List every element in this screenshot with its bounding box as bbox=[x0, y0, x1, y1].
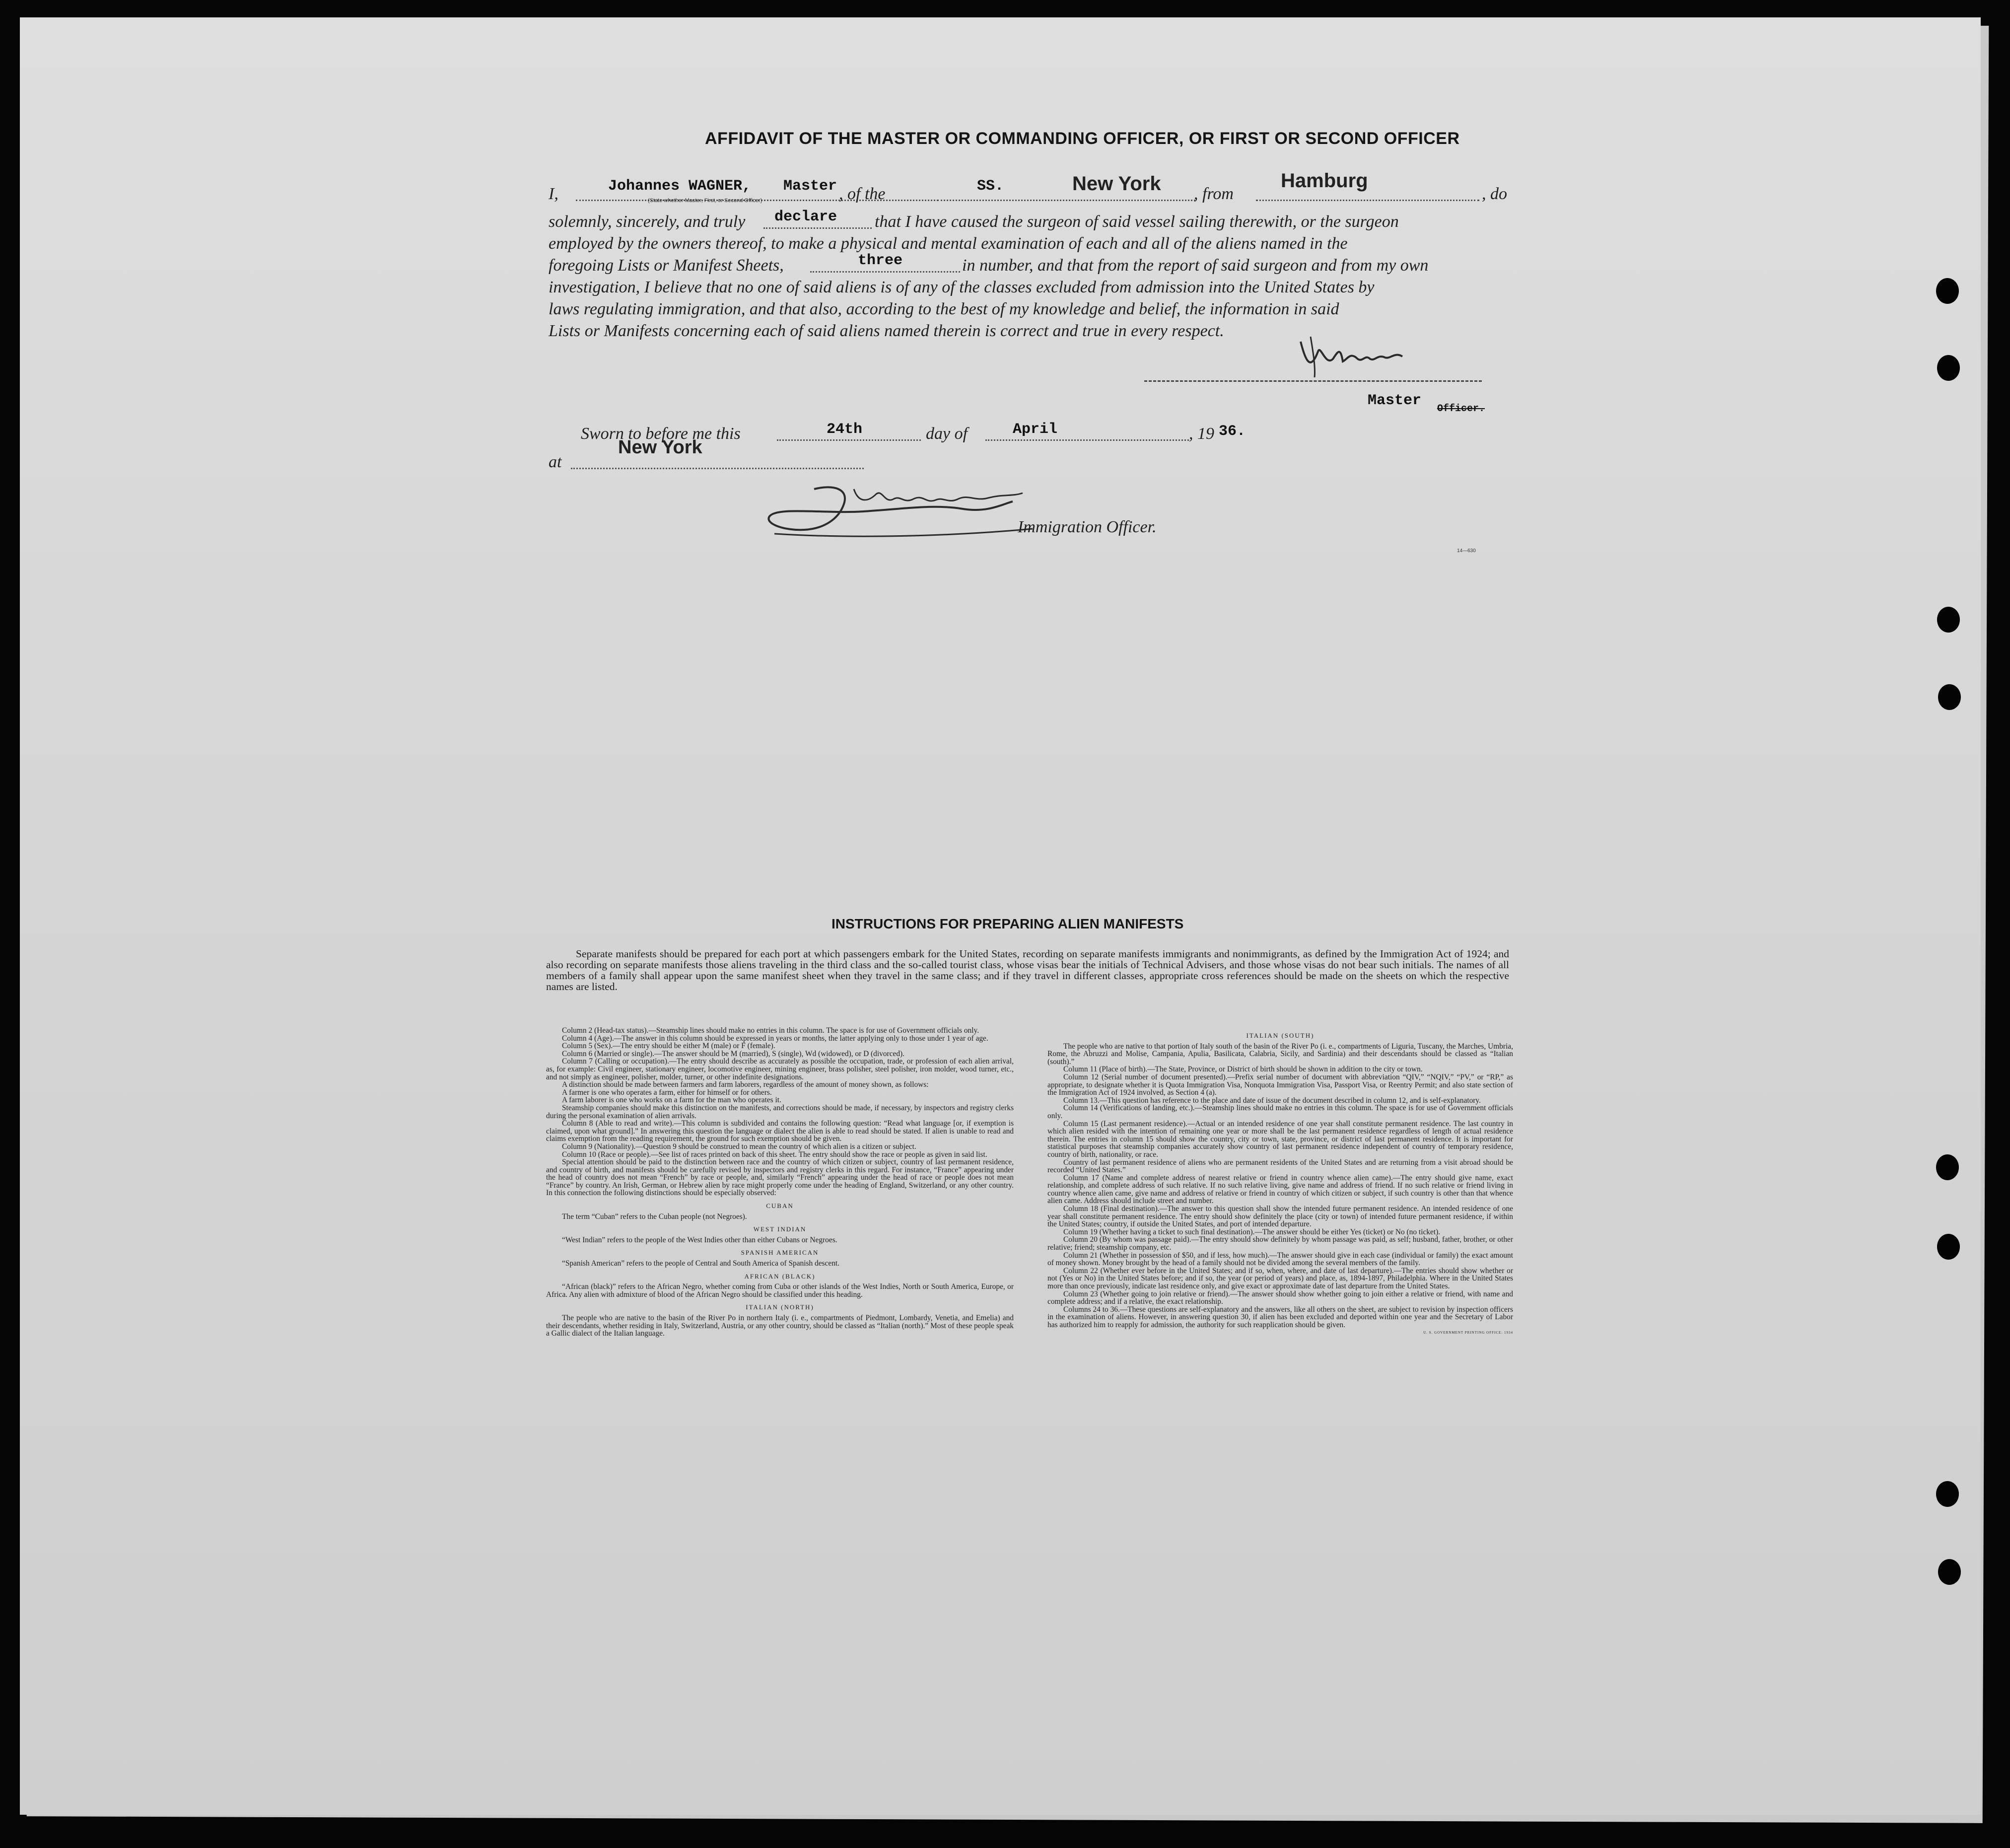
instructions-right-column bbox=[1047, 1027, 1513, 1337]
instructions-intro: Separate manifests should be prepared for each port at which passengers embark for the United States, recording on separate manifests immigrants and nonimmigrants, as defined by the Immigration Act of 1924; and also recording on separate manifests those aliens traveling in the third class and the so-called tourist class, whose visas bear the initials of Technical Advisers, and those whose visas do not bear such initials. The names of all members of a family shall appear upon the same manifest sheet when they travel in the same class; and if they travel in different classes, appropriate cross references should be made on the sheets on which the respective names are listed. bbox=[546, 948, 1509, 993]
affidavit-line-6: laws regulating immigration, and that also, according to the best of my knowledge and belief, the information in said bbox=[549, 300, 1339, 318]
instruction-paragraph: A farm laborer is one who works on a farm for the man who operates it. bbox=[562, 1096, 781, 1105]
instruction-paragraph: Column 15 (Last permanent residence).—Actual or an intended residence of one year shall constitute permanent residence. The last country in which alien resided with the intention of remaining one year or more shall be the last permanent residence regardless of length of actual residence therein. The entries in column 15 should show the country, city or town, state, province, or district of last permanent residence. It is important for statistical purposes that steamship companies accurately show country of last permanent residence independent of country of temporary residence, country of birth, nationality, or race. bbox=[1047, 1119, 1513, 1159]
master-title: Master bbox=[1368, 392, 1422, 409]
instructions-title: INSTRUCTIONS FOR PREPARING ALIEN MANIFESTS bbox=[832, 916, 1184, 931]
of-the-label: , of the bbox=[839, 185, 886, 203]
punch-hole bbox=[1937, 607, 1960, 633]
instruction-paragraph: Column 17 (Name and complete address of nearest relative or friend in country whence alien came).—The entry should give name, exact relationship, and complete address of such relative. If no such relative living, give name and address of friend. If no such relative or friend living in country whence alien came, give name and address of relative or friend in country of which citizen or subject, if such country is other than that whence alien came. Address should include street and number. bbox=[1047, 1173, 1513, 1206]
affidavit-line-2b: that I have caused the surgeon of said vessel sailing therewith, or the surgeon bbox=[875, 213, 1399, 231]
at-label: at bbox=[549, 453, 562, 471]
instruction-paragraph: Country of last permanent residence of aliens who are permanent residents of the United States and are returning from a visit abroad should be recorded “United States.” bbox=[1047, 1158, 1513, 1175]
sheets-blank-line bbox=[810, 271, 960, 273]
punch-hole bbox=[1936, 1481, 1959, 1507]
affidavit-line-4b: in number, and that from the report of said surgeon and from my own bbox=[962, 256, 1429, 275]
instruction-paragraph: Column 18 (Final destination).—The answer to this question shall show the intended future permanent residence. An intended residence of one year shall constitute permanent residence. The entry should show definitely the place (city or town) of intended future permanent residence, if within the United States; country, if outside the United States, and port of intended departure. bbox=[1047, 1205, 1513, 1229]
instruction-paragraph: Column 23 (Whether going to join relative or friend).—The answer should show whether going to join either a relative or friend, with name and complete address; and if a relative, the exact relationship. bbox=[1047, 1289, 1513, 1306]
affidavit-line-3: employed by the owners thereof, to make a physical and mental examination of each and all of the aliens named in the bbox=[549, 234, 1348, 253]
instruction-paragraph: Column 22 (Whether ever before in the United States; and if so, when, where, and date of last departure).—The entries should show whether or not (Yes or No) in the United States before; and if so, the year (or period of years) and place, as, 1894-1897, Philadelphia. Where in the United States more than once previously, indicate last residence only, and give exact or approximate date of last departure from the United States. bbox=[1047, 1266, 1513, 1290]
race-section-text: “African (black)” refers to the African Negro, whether coming from Cuba or other islands of the West Indies, North or South America, Europe, or Africa. Any alien with admixture of blood of the African Negro should be classified under this heading. bbox=[546, 1282, 1014, 1299]
instruction-paragraph: Columns 24 to 36.—These questions are self-explanatory and the answers, like all others on the sheet, are subject to revision by inspection officers in the examination of aliens. However, in answering question 30, if alien has been excluded and deported within one year and the Secretary of Labor has authorized him to reapply for admission, the authority for such reapplication should be given. bbox=[1047, 1305, 1513, 1329]
instruction-paragraph: Column 14 (Verifications of landing, etc.).—Steamship lines should make no entries in this column. The space is for use of Government officials only. bbox=[1047, 1104, 1513, 1120]
immigration-officer-signature bbox=[755, 474, 1112, 549]
rank-value: Master bbox=[783, 178, 837, 195]
instruction-paragraph: Column 13.—This question has reference to the place and date of issue of the document described in column 12, and is self-explanatory. bbox=[1063, 1096, 1481, 1105]
month-blank-line bbox=[985, 439, 1189, 441]
instruction-paragraph: Column 11 (Place of birth).—The State, Province, or District of birth should be shown in addition to the city or town. bbox=[1063, 1065, 1423, 1074]
instruction-paragraph: Steamship companies should make this distinction on the manifests, and corrections should be made, if necessary, by inspectors and registry clerks during the personal examination of alien arrivals. bbox=[546, 1103, 1014, 1120]
sworn-place: New York bbox=[618, 437, 702, 458]
sworn-label: Sworn to before me this bbox=[581, 425, 741, 443]
punch-hole bbox=[1936, 278, 1959, 304]
sworn-year: 36. bbox=[1219, 423, 1246, 440]
affidavit-i-label: I, bbox=[549, 185, 558, 203]
do-label: , do bbox=[1482, 185, 1507, 203]
declare-value: declare bbox=[774, 209, 837, 225]
from-label: , from bbox=[1194, 185, 1234, 203]
race-section-heading: SPANISH AMERICAN bbox=[741, 1249, 819, 1257]
race-section-heading: ITALIAN (NORTH) bbox=[746, 1303, 814, 1311]
instruction-paragraph: Column 4 (Age).—The answer in this column should be expressed in years or months, the latter applying only to those under 1 year of age. bbox=[562, 1034, 988, 1043]
form-number: 14—630 bbox=[1457, 548, 1476, 554]
instruction-paragraph: A farmer is one who operates a farm, either for himself or for others. bbox=[562, 1088, 772, 1097]
port-blank-line bbox=[1256, 200, 1479, 201]
year-prefix: , 19 bbox=[1189, 425, 1214, 443]
rank-note: (State whether Master, First, or Second Officer) bbox=[648, 198, 762, 204]
affidavit-line-2a: solemnly, sincerely, and truly bbox=[549, 213, 746, 231]
sworn-month: April bbox=[1013, 421, 1058, 438]
race-section-text: “Spanish American” refers to the people of Central and South America of Spanish descent. bbox=[562, 1259, 840, 1268]
ship-name: New York bbox=[1072, 173, 1161, 195]
printer-note: U. S. GOVERNMENT PRINTING OFFICE: 1934 bbox=[1423, 1330, 1513, 1335]
ship-prefix: SS. bbox=[977, 178, 1004, 195]
race-section-heading: AFRICAN (BLACK) bbox=[744, 1272, 816, 1280]
declare-blank-line bbox=[763, 227, 872, 229]
instruction-paragraph: Column 2 (Head-tax status).—Steamship lines should make no entries in this column. The space is for use of Government officials only. bbox=[562, 1026, 979, 1035]
punch-hole bbox=[1938, 1559, 1961, 1585]
ship-blank-line bbox=[937, 200, 1195, 201]
instruction-paragraph: Column 19 (Whether having a ticket to such final destination).—The answer should be either Yes (ticket) or No (no ticket). bbox=[1063, 1227, 1441, 1236]
instruction-paragraph: Special attention should be paid to the distinction between race and the country of which citizen or subject, country of last permanent residence, and country of birth, and manifests should be carefully revised by inspectors and registry clerks in this regard. For instance, “France” appearing under the head of country does not mean “French” by race or people, and, similarly “French” appearing under the head of race or people does not mean “France” by country. An Irish, German, or Hebrew alien by race might properly come under the heading of England, Switzerland, or any other country. In this connection the following distinctions should be especially observed: bbox=[546, 1158, 1014, 1198]
sworn-day: 24th bbox=[827, 421, 863, 438]
instruction-paragraph: Column 8 (Able to read and write).—This column is subdivided and contains the following question: “Read what language [or, if exemption is claimed, upon what ground].” In answering this question the language or dialect the alien is able to read should be stated. If alien is unable to read and claims exemption from the reading requirement, the ground for such exemption should be given. bbox=[546, 1119, 1014, 1143]
officer-title-struck: Officer. bbox=[1437, 403, 1485, 415]
punch-hole bbox=[1937, 355, 1960, 381]
instruction-paragraph: A distinction should be made between farmers and farm laborers, regardless of the amount of money shown, as follows: bbox=[562, 1080, 929, 1089]
instruction-paragraph: Column 7 (Calling or occupation).—The entry should describe as accurately as possible the occupation, trade, or profession of each alien arrival, as, for example: Civil engineer, stationary engineer, locomotive engineer, mining engineer, brass polisher, steel polisher, iron molder, wood turner, etc., and not simply as engineer, polisher, molder, turner, or other indefinite designations. bbox=[546, 1057, 1014, 1081]
race-section-text: The people who are native to the basin of the River Po in northern Italy (i. e., compartments of Piedmont, Lombardy, Venetia, and Emelia) and their descendants, whether residing in Italy, Switzerland, Austria, or any other country, should be classed as “Italian (north).” Most of these people speak a Gallic dialect of the Italian language. bbox=[546, 1314, 1014, 1338]
departure-port: Hamburg bbox=[1281, 170, 1368, 192]
race-section-heading: ITALIAN (SOUTH) bbox=[1246, 1032, 1315, 1039]
race-section-text: The term “Cuban” refers to the Cuban people (not Negroes). bbox=[562, 1212, 747, 1221]
instruction-paragraph: Column 21 (Whether in possession of $50, and if less, how much).—The answer should give in each case (individual or family) the exact amount of money shown. Money brought by the head of a family should not be divided among the several members of the family. bbox=[1047, 1251, 1513, 1268]
master-signature-line bbox=[1144, 380, 1482, 382]
immigration-officer-label: Immigration Officer. bbox=[1018, 518, 1157, 536]
affidavit-line-4a: foregoing Lists or Manifest Sheets, bbox=[549, 256, 784, 275]
master-signature bbox=[1291, 332, 1420, 381]
instruction-paragraph: Column 12 (Serial number of document presented).—Prefix serial number of document with abbreviation “QIV,” “NQIV,” “PV,” or “RP,” as appropriate, to designate whether it is Quota Immigration Visa, Nonquota Immigration Visa, Passport Visa, or Reentry Permit; and also state section of the Immigration Act of 1924 involved, as Section 4 (a). bbox=[1047, 1072, 1513, 1097]
day-of-label: day of bbox=[926, 425, 968, 443]
sheet-count: three bbox=[858, 252, 903, 269]
affidavit-line-7: Lists or Manifests concerning each of said aliens named therein is correct and true in every respect. bbox=[549, 322, 1224, 340]
punch-hole bbox=[1936, 1154, 1959, 1180]
day-blank-line bbox=[777, 439, 921, 441]
instruction-paragraph: Column 9 (Nationality).—Question 9 should be construed to mean the country of which alien is a citizen or subject. bbox=[562, 1142, 916, 1151]
race-section-heading: WEST INDIAN bbox=[753, 1225, 807, 1233]
affidavit-title: AFFIDAVIT OF THE MASTER OR COMMANDING OFFICER, OR FIRST OR SECOND OFFICER bbox=[705, 129, 1460, 148]
instruction-paragraph: Column 5 (Sex).—The entry should be either M (male) or F (female). bbox=[562, 1042, 775, 1051]
master-name: Johannes WAGNER, bbox=[608, 178, 752, 195]
place-blank-line bbox=[571, 468, 864, 469]
race-section-heading: CUBAN bbox=[766, 1202, 794, 1210]
punch-hole bbox=[1937, 1234, 1960, 1260]
instruction-paragraph: Column 20 (By whom was passage paid).—The entry should show definitely by whom passage was paid, as self; husband, father, brother, or other relative; friend; steamship company, etc. bbox=[1047, 1235, 1513, 1252]
affidavit-line-5: investigation, I believe that no one of said aliens is of any of the classes excluded from admission into the United States by bbox=[549, 278, 1375, 296]
instruction-paragraph: Column 10 (Race or people).—See list of races printed on back of this sheet. The entry should show the race or people as given in said list. bbox=[562, 1150, 987, 1159]
punch-hole bbox=[1938, 684, 1961, 710]
instruction-paragraph: The people who are native to that portion of Italy south of the basin of the River Po (i. e., compartments of Liguria, Tuscany, the Marches, Umbria, Rome, the Abruzzi and Molise, Campania, Apulia, Basilicata, Calabria, Sicily, and Sardinia) and their descendants should be classed as “Italian (south).” bbox=[1047, 1042, 1513, 1066]
race-section-text: “West Indian” refers to the people of the West Indies other than either Cubans or Negroes. bbox=[562, 1235, 837, 1244]
instructions-left-column bbox=[546, 1027, 1014, 1338]
instruction-paragraph: Column 6 (Married or single).—The answer should be M (married), S (single), Wd (widowed), or D (divorced). bbox=[562, 1049, 904, 1058]
